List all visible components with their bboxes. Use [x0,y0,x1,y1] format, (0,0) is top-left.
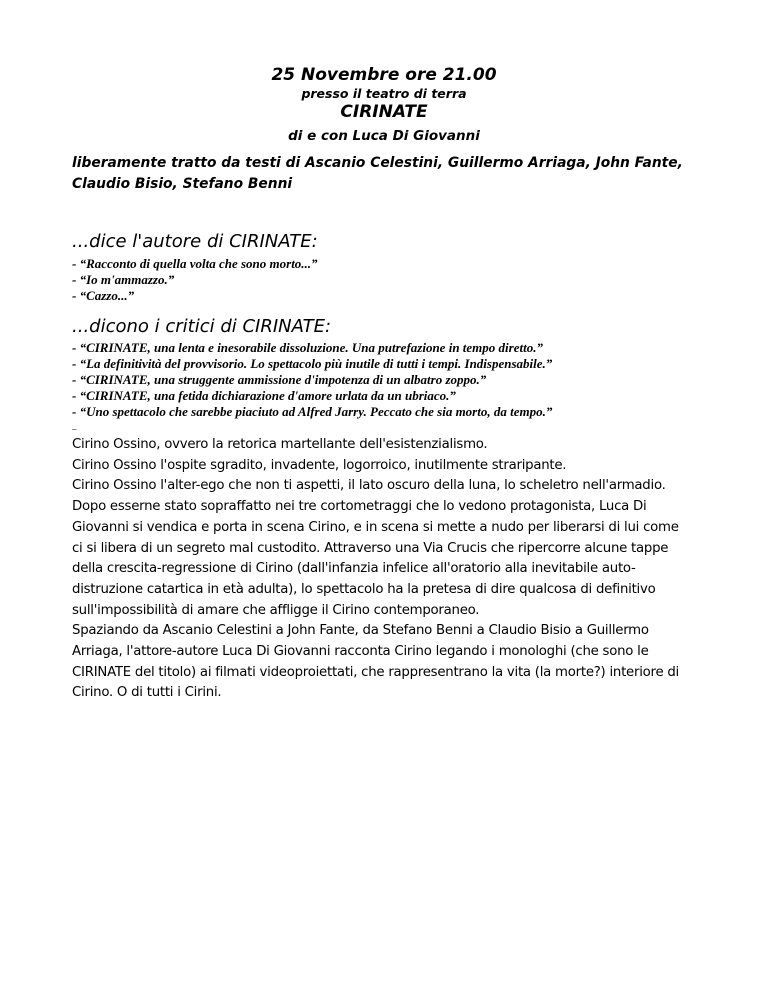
author-quote: - “Racconto di quella volta che sono morto...” [72,256,318,271]
author-heading: ...dice l'autore di CIRINATE: [72,231,318,252]
critic-quote: - “Uno spettacolo che sarebbe piaciuto ad Alfred Jarry. Peccato che sia morto, da tempo.” [72,404,553,419]
body-paragraph: Cirino Ossino l'alter-ego che non ti aspetti, il lato oscuro della luna, lo scheletro nell'armadio. [72,478,666,494]
show-title: CIRINATE [340,102,428,122]
author-quote: - “Cazzo...” [72,288,135,303]
event-venue: presso il teatro di terra [301,86,467,101]
critic-quote: - “CIRINATE, una fetida dichiarazione d'amore urlata da un ubriaco.” [72,388,456,403]
author-quote: - “Io m'ammazzo.” [72,272,175,287]
event-date: 25 Novembre ore 21.00 [271,65,497,85]
show-credits: di e con Luca Di Giovanni [288,128,480,144]
critic-quote: - “CIRINATE, una struggente ammissione d'impotenza di un albatro zoppo.” [72,372,487,387]
sources-intro: liberamente tratto da testi di Ascanio Celestini, Guillermo Arriaga, John Fante, Claudio Bisio, Stefano Benni [72,155,683,192]
critic-quote: - “La definitività del provvisorio. Lo spettacolo più inutile di tutti i tempi. Indispensabile.” [72,356,553,371]
event-header [0,64,768,145]
body-paragraph: Cirino Ossino l'ospite sgradito, invadente, logorroico, inutilmente straripante. [72,457,567,473]
body-paragraph: Cirino Ossino, ovvero la retorica martellante dell'esistenzialismo. [72,437,488,452]
description-body [72,435,692,704]
critics-quotes [72,340,712,420]
critic-quote: - “CIRINATE, una lenta e inesorabile dissoluzione. Una putrefazione in tempo diretto.” [72,340,543,355]
body-paragraph: Dopo esserne stato sopraffatto nei tre cortometraggi che lo vedono protagonista, Luca Di Giovanni si vendica e porta in scena Cirino, e in scena si mette a nudo per liberarsi di lui come ci si libera di un segreto mal custodito. Attraverso una Via Crucis che ripercorre alcune tappe della crescita-regressione di Cirino (dall'infanzia infelice all'oratorio alla inevitabile auto-distruzione catartica in età adulta), lo spettacolo ha la pretesa di dire qualcosa di definitivo sull'impossibilità di amare che affligge il Cirino contemporaneo. [72,499,679,618]
critics-heading: ...dicono i critici di CIRINATE: [72,316,332,337]
body-paragraph: Spaziando da Ascanio Celestini a John Fante, da Stefano Benni a Claudio Bisio a Guillermo Arriaga, l'attore-autore Luca Di Giovanni racconta Cirino legando i monologhi (che sono le CIRINATE del titolo) ai filmati videoproiettati, che rappresentrano la vita (la morte?) interiore di Cirino. O di tutti i Cirini. [72,623,680,701]
trailing-dash: – [72,424,77,434]
author-quotes [72,256,712,304]
